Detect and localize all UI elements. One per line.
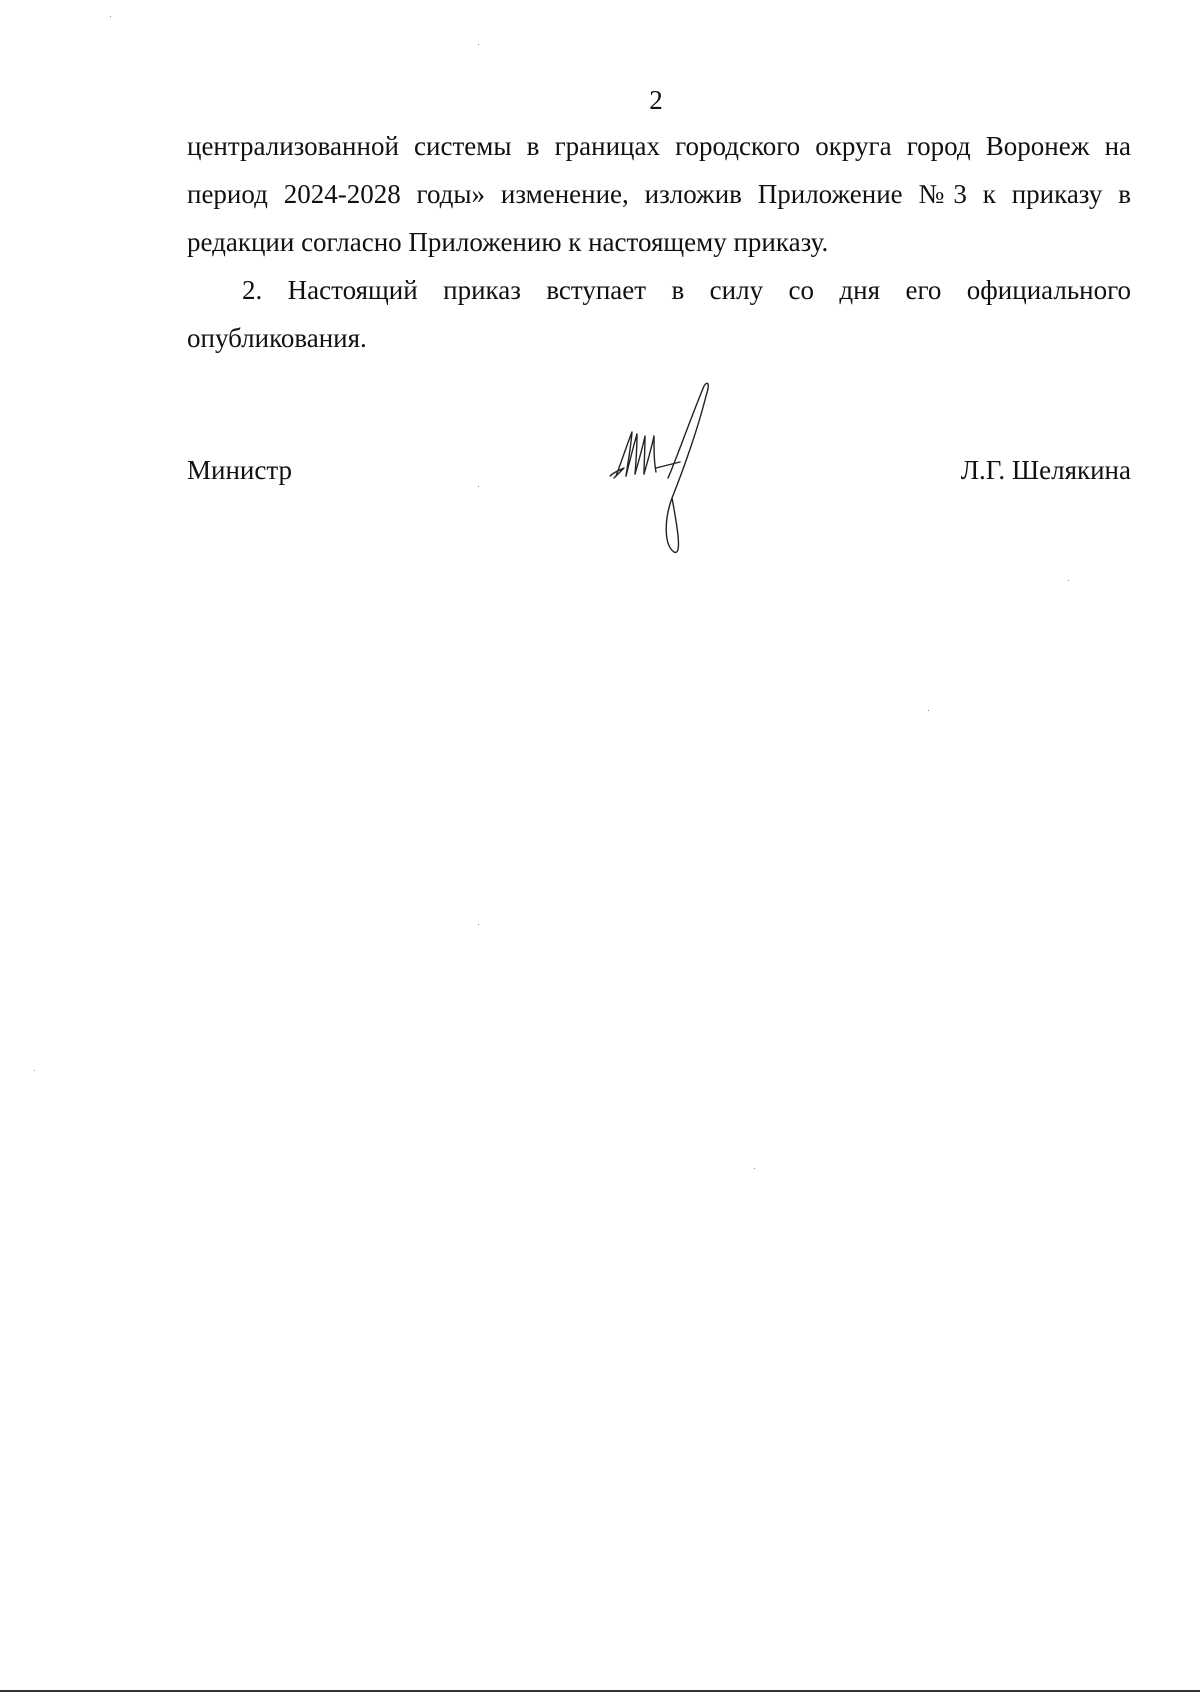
paragraph-continuation: централизованной системы в границах городского округа город Воронеж на период 2024-2028 годы» изменение, изложив Приложение №3 к приказу в редакции согласно Приложению к настоящему приказу. [187,131,1131,257]
document-body [187,122,1131,362]
scan-speck [754,1168,755,1169]
scan-speck [478,44,479,45]
scan-speck [478,924,479,925]
page-number: 2 [649,85,663,115]
scan-speck [928,710,929,711]
scan-bottom-edge [0,1690,1200,1692]
scan-speck [478,486,479,487]
scan-speck [110,16,111,17]
scan-speck [1068,580,1069,581]
handwritten-signature [606,380,736,555]
paragraph-item-2: 2. Настоящий приказ вступает в силу со дня его официального опубликования. [187,275,1131,353]
signatory-name: Л.Г. Шелякина [960,455,1131,485]
scan-speck [34,1070,35,1071]
signatory-title: Министр [187,455,292,485]
